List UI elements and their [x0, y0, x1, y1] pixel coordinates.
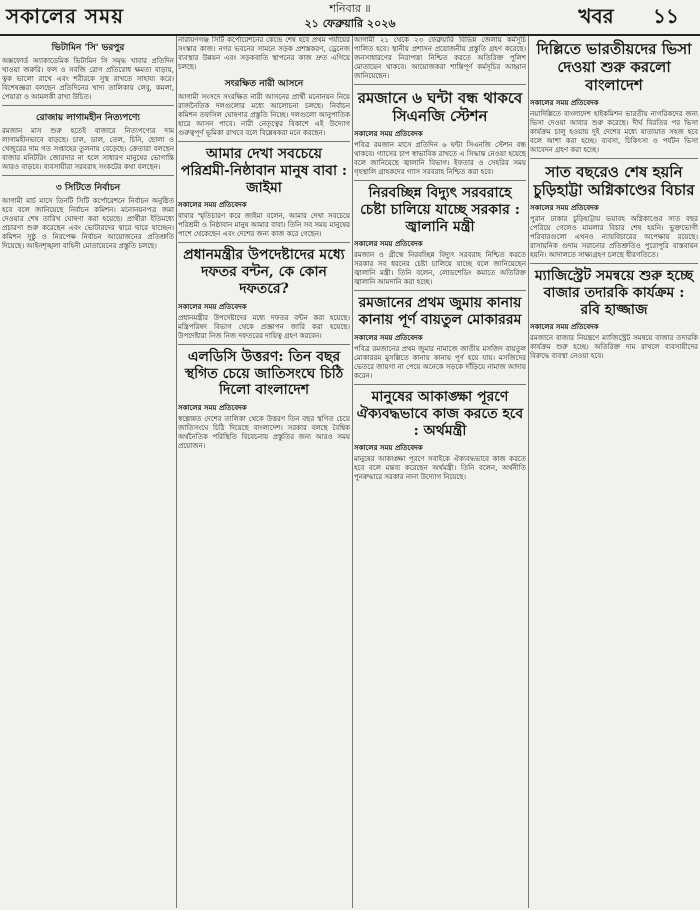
subhead: ভিটামিন 'সি' ভরপুর: [51, 43, 125, 53]
day-label: শনিবার ॥: [329, 2, 371, 15]
headline: আমার দেখা সবচেয়ে পরিশ্রমী-নিষ্ঠাবান মানুষ বাবা : জাইমা: [180, 146, 348, 196]
article-body: পবিত্র রমজান মাসে প্রতিদিন ৬ ঘন্টা সিএনজি স্টেশন বন্ধ থাকবে। গ্যাসের চাপ স্বাভাবিক রাখতে এ সিদ্ধান্ত নেওয়া হয়েছে বলে জানিয়েছে জ্বালানি বিভাগ। ইফতার ও সেহরির সময় গৃহস্থালি গ্রাহকদের গ্যাস সরবরাহ নিশ্চিত করা হবে।: [354, 141, 526, 176]
article-body: রমজান ও গ্রীষ্মে নিরবচ্ছিন্ন বিদ্যুৎ সরবরাহ নিশ্চিত করতে সরকার সব ধরনের চেষ্টা চালিয়ে যাচ্ছে বলে জানিয়েছেন জ্বালানি মন্ত্রী। তিনি বলেন, লোডশেডিং কমাতে অতিরিক্ত জ্বালানি আমদানি করা হচ্ছে।: [354, 251, 526, 287]
column-rule: [352, 36, 353, 908]
headline: এলডিসি উত্তরণ: তিন বছর স্থগিত চেয়ে জাতিসংঘে চিঠি দিলো বাংলাদেশ: [184, 348, 344, 399]
article-body: প্রধানমন্ত্রীর উপদেষ্টাদের মধ্যে দফতর বন্টন করা হয়েছে। মন্ত্রিপরিষদ বিভাগ থেকে প্রজ্ঞাপন জারি করা হয়েছে। উপদেষ্টারা নিজ নিজ দফতরের দায়িত্ব গ্রহণ করবেন।: [178, 313, 350, 340]
article-body: বাবার স্মৃতিচারণ করে জাইমা বলেন, আমার দেখা সবচেয়ে পরিশ্রমী ও নিষ্ঠাবান মানুষ আমার বাবা। তিনি সব সময় মানুষের পাশে থেকেছেন এবং দেশের জন্য কাজ করে গেছেন।: [178, 212, 350, 239]
headline: দিল্লিতে ভারতীয়দের ভিসা দেওয়া শুরু করলো বাংলাদেশ: [536, 40, 692, 94]
date-block: [250, 1, 450, 31]
column-1: [2, 36, 174, 908]
article-body: নারায়ণগঞ্জ সিটি কর্পোরেশনের কেন্দ্রে শেষ হবে প্রথম পর্যায়ের সংস্কার কাজ। নগর ভবনের সামনে সড়ক প্রশস্তকরণ, ড্রেনেজ ব্যবস্থার উন্নয়ন এবং সড়কবাতি স্থাপনের কাজ দ্রুত এগিয়ে চলছে।: [178, 36, 350, 71]
article-body: পুরান ঢাকার চুড়িহাট্টায় ভয়াবহ অগ্নিকাণ্ডের সাত বছর পেরিয়ে গেলেও মামলার বিচার শেষ হয়নি। ভুক্তভোগী পরিবারগুলো এখনও ন্যায়বিচারের অপেক্ষায় রয়েছে। রাসায়নিক গুদাম সরানোর প্রতিশ্রুতিও পুরোপুরি বাস্তবায়ন হয়নি। আদালতে সাক্ষ্যগ্রহণ চলছে ধীরগতিতে।: [530, 215, 698, 259]
subhead: সংরক্ষিত নারী আসনে: [224, 79, 304, 89]
byline: সকালের সময় প্রতিবেদক: [530, 99, 599, 107]
subhead: রোজায় লাগামহীন নিত্যপণ্যে: [35, 113, 141, 123]
article-body: পবিত্র রমজানের প্রথম জুমার নামাজে জাতীয় মসজিদ বায়তুল মোকাররম মুসল্লিতে কানায় কানায় পূর্ণ হয়ে যায়। মসজিদের ভেতরে জায়গা না পেয়ে অনেকে সড়কে দাঁড়িয়ে নামাজ আদায় করেন।: [354, 344, 526, 380]
date-label: ২১ ফেব্রুয়ারি ২০২৬: [304, 17, 396, 30]
column-4: [530, 36, 698, 908]
headline: ম্যাজিস্ট্রেট সমন্বয়ে শুরু হচ্ছে বাজার তদারকি কার্যক্রম : রবি হাজ্জাজ: [534, 268, 694, 318]
byline: সকালের সময় প্রতিবেদক: [354, 130, 423, 138]
byline: সকালের সময় প্রতিবেদক: [530, 323, 599, 332]
column-rule: [528, 36, 529, 908]
page-number: ১১: [653, 4, 679, 28]
masthead: সকালের সময়: [6, 4, 125, 28]
headline: প্রধানমন্ত্রীর উপদেষ্টাদের মধ্যে দফতর বন্টন, কে কোন দফতরে?: [183, 247, 345, 297]
column-2: [178, 36, 350, 908]
article-city-election: [2, 180, 174, 251]
article-body: রমজানে বাজার নিয়ন্ত্রণে ম্যাজিস্ট্রেট সমন্বয়ে বাজার তদারকি কার্যক্রম শুরু হচ্ছে। অতিরিক্ত দাম রাখলে ব্যবসায়ীদের বিরুদ্ধে ব্যবস্থা নেওয়া হবে।: [530, 334, 698, 361]
byline: সকালের সময় প্রতিবেদক: [354, 444, 423, 453]
headline: রমজানে ৬ ঘন্টা বন্ধ থাকবে সিএনজি স্টেশন: [357, 89, 523, 125]
article-body: আগামী মার্চ মাসে তিনটি সিটি কর্পোরেশনে নির্বাচন অনুষ্ঠিত হবে বলে জানিয়েছে নির্বাচন কমিশন। মনোনয়নপত্র জমা দেওয়ার শেষ তারিখ ঘোষণা করা হয়েছে। প্রার্থীরা ইতিমধ্যে প্রচারণা শুরু করেছেন এবং ভোটারদের দ্বারে দ্বারে যাচ্ছেন। কমিশন সুষ্ঠু ও নিরপেক্ষ নির্বাচন আয়োজনের প্রতিশ্রুতি দিয়েছে। আইনশৃঙ্খলা বাহিনী মোতায়েনের প্রস্তুতি চলছে।: [2, 197, 174, 250]
article-vitamin-c: [2, 40, 174, 102]
article-body: আগামী ২১ থেকে ২৩ ফেব্রুয়ারি বিভিন্ন জেলায় কর্মসূচি পালিত হবে। স্থানীয় প্রশাসন প্রয়োজনীয় প্রস্তুতি গ্রহণ করেছে। জনসাধারণের নিরাপত্তা নিশ্চিত করতে অতিরিক্ত পুলিশ মোতায়েন থাকবে। আয়োজকরা শান্তিপূর্ণ কর্মসূচির আহ্বান জানিয়েছেন।: [354, 36, 526, 80]
byline: সকালের সময় প্রতিবেদক: [178, 302, 247, 311]
byline: সকালের সময় প্রতিবেদক: [178, 404, 247, 413]
byline: সকালের সময় প্রতিবেদক: [354, 240, 423, 249]
article-body: নয়াদিল্লিতে বাংলাদেশ হাইকমিশন ভারতীয় নাগরিকদের জন্য ভিসা দেওয়া আবার শুরু করেছে। দীর্ঘ বিরতির পর ভিসা কার্যক্রম চালু হওয়ায় দুই দেশের মধ্যে যাতায়াত সহজ হবে বলে আশা করা হচ্ছে। ব্যবসা, চিকিৎসা ও পর্যটন ভিসা আবেদন গ্রহণ করা হচ্ছে।: [530, 110, 698, 154]
article-body: অক্সফোর্ড অ্যাকাডেমিক ভিটামিন সি সমৃদ্ধ খাবার প্রতিদিন খাওয়া জরুরি। ফল ও সবজি রোগ প্রতিরোধ ক্ষমতা বাড়ায়, ত্বক ভালো রাখে এবং শরীরকে সুস্থ রাখতে সাহায্য করে। বিশেষজ্ঞরা বলছেন প্রতিদিনের খাদ্য তালিকায় লেবু, কমলা, পেয়ারা ও আমলকী রাখা উচিত।: [2, 57, 174, 101]
headline: মানুষের আকাঙ্ক্ষা পূরণে ঐক্যবদ্ধভাবে কাজ করতে হবে : অর্থমন্ত্রী: [356, 388, 524, 439]
headline: সাত বছরেও শেষ হয়নি চুড়িহাট্টা অগ্নিকাণ্ডের বিচার: [533, 163, 695, 199]
section-label: খবর: [578, 4, 614, 28]
article-ramadan-prices: [2, 110, 174, 172]
article-body: রমজান মাস শুরু হতেই বাজারে নিত্যপণ্যের দাম লাগামহীনভাবে বাড়ছে। চাল, ডাল, তেল, চিনি, ছোলা ও খেজুরের দাম গত সপ্তাহের তুলনায় বেড়েছে। ক্রেতারা বলছেন বাজার মনিটরিং জোরদার না হলে সাধারণ মানুষের ভোগান্তি আরও বাড়বে। ব্যবসায়ীরা সরবরাহ সংকটের কথা বলছেন।: [2, 127, 174, 171]
byline: সকালের সময় প্রতিবেদক: [354, 333, 423, 342]
column-rule: [176, 36, 177, 908]
column-3: [354, 36, 526, 908]
page-header: [0, 0, 700, 36]
headline: নিরবচ্ছিন্ন বিদ্যুৎ সরবরাহে চেষ্টা চালিয়ে যাচ্ছে সরকার : জ্বালানি মন্ত্রী: [360, 185, 520, 235]
byline: সকালের সময় প্রতিবেদক: [178, 201, 247, 210]
article-body: আগামী সংসদে সংরক্ষিত নারী আসনের প্রার্থী মনোনয়ন নিয়ে রাজনৈতিক দলগুলোর মধ্যে আলোচনা চলছে। নির্বাচন কমিশন তফসিল ঘোষণার প্রস্তুতি নিচ্ছে। দলগুলো আনুপাতিক হারে আসন পাবে। নারী নেতৃত্বের বিকাশে এই উদ্যোগ গুরুত্বপূর্ণ ভূমিকা রাখবে বলে বিশ্লেষকরা মনে করছেন।: [178, 93, 350, 137]
headline: রমজানের প্রথম জুমায় কানায় কানায় পূর্ণ বায়তুল মোকাররম: [358, 295, 522, 329]
article-body: মানুষের আকাঙ্ক্ষা পূরণে সবাইকে ঐক্যবদ্ধভাবে কাজ করতে হবে বলে মন্তব্য করেছেন অর্থমন্ত্রী। তিনি বলেন, অর্থনীতি পুনরুদ্ধারে সরকার নানা উদ্যোগ নিয়েছে।: [354, 455, 526, 482]
byline: সকালের সময় প্রতিবেদক: [530, 204, 599, 212]
subhead: ৩ সিটিতে নির্বাচন: [55, 183, 121, 193]
article-body: স্বল্পোন্নত দেশের তালিকা থেকে উত্তরণ তিন বছর স্থগিত চেয়ে জাতিসংঘে চিঠি দিয়েছে বাংলাদেশ। সরকার বলছে বৈশ্বিক অর্থনৈতিক পরিস্থিতি বিবেচনায় প্রস্তুতির জন্য আরও সময় প্রয়োজন।: [178, 415, 350, 451]
